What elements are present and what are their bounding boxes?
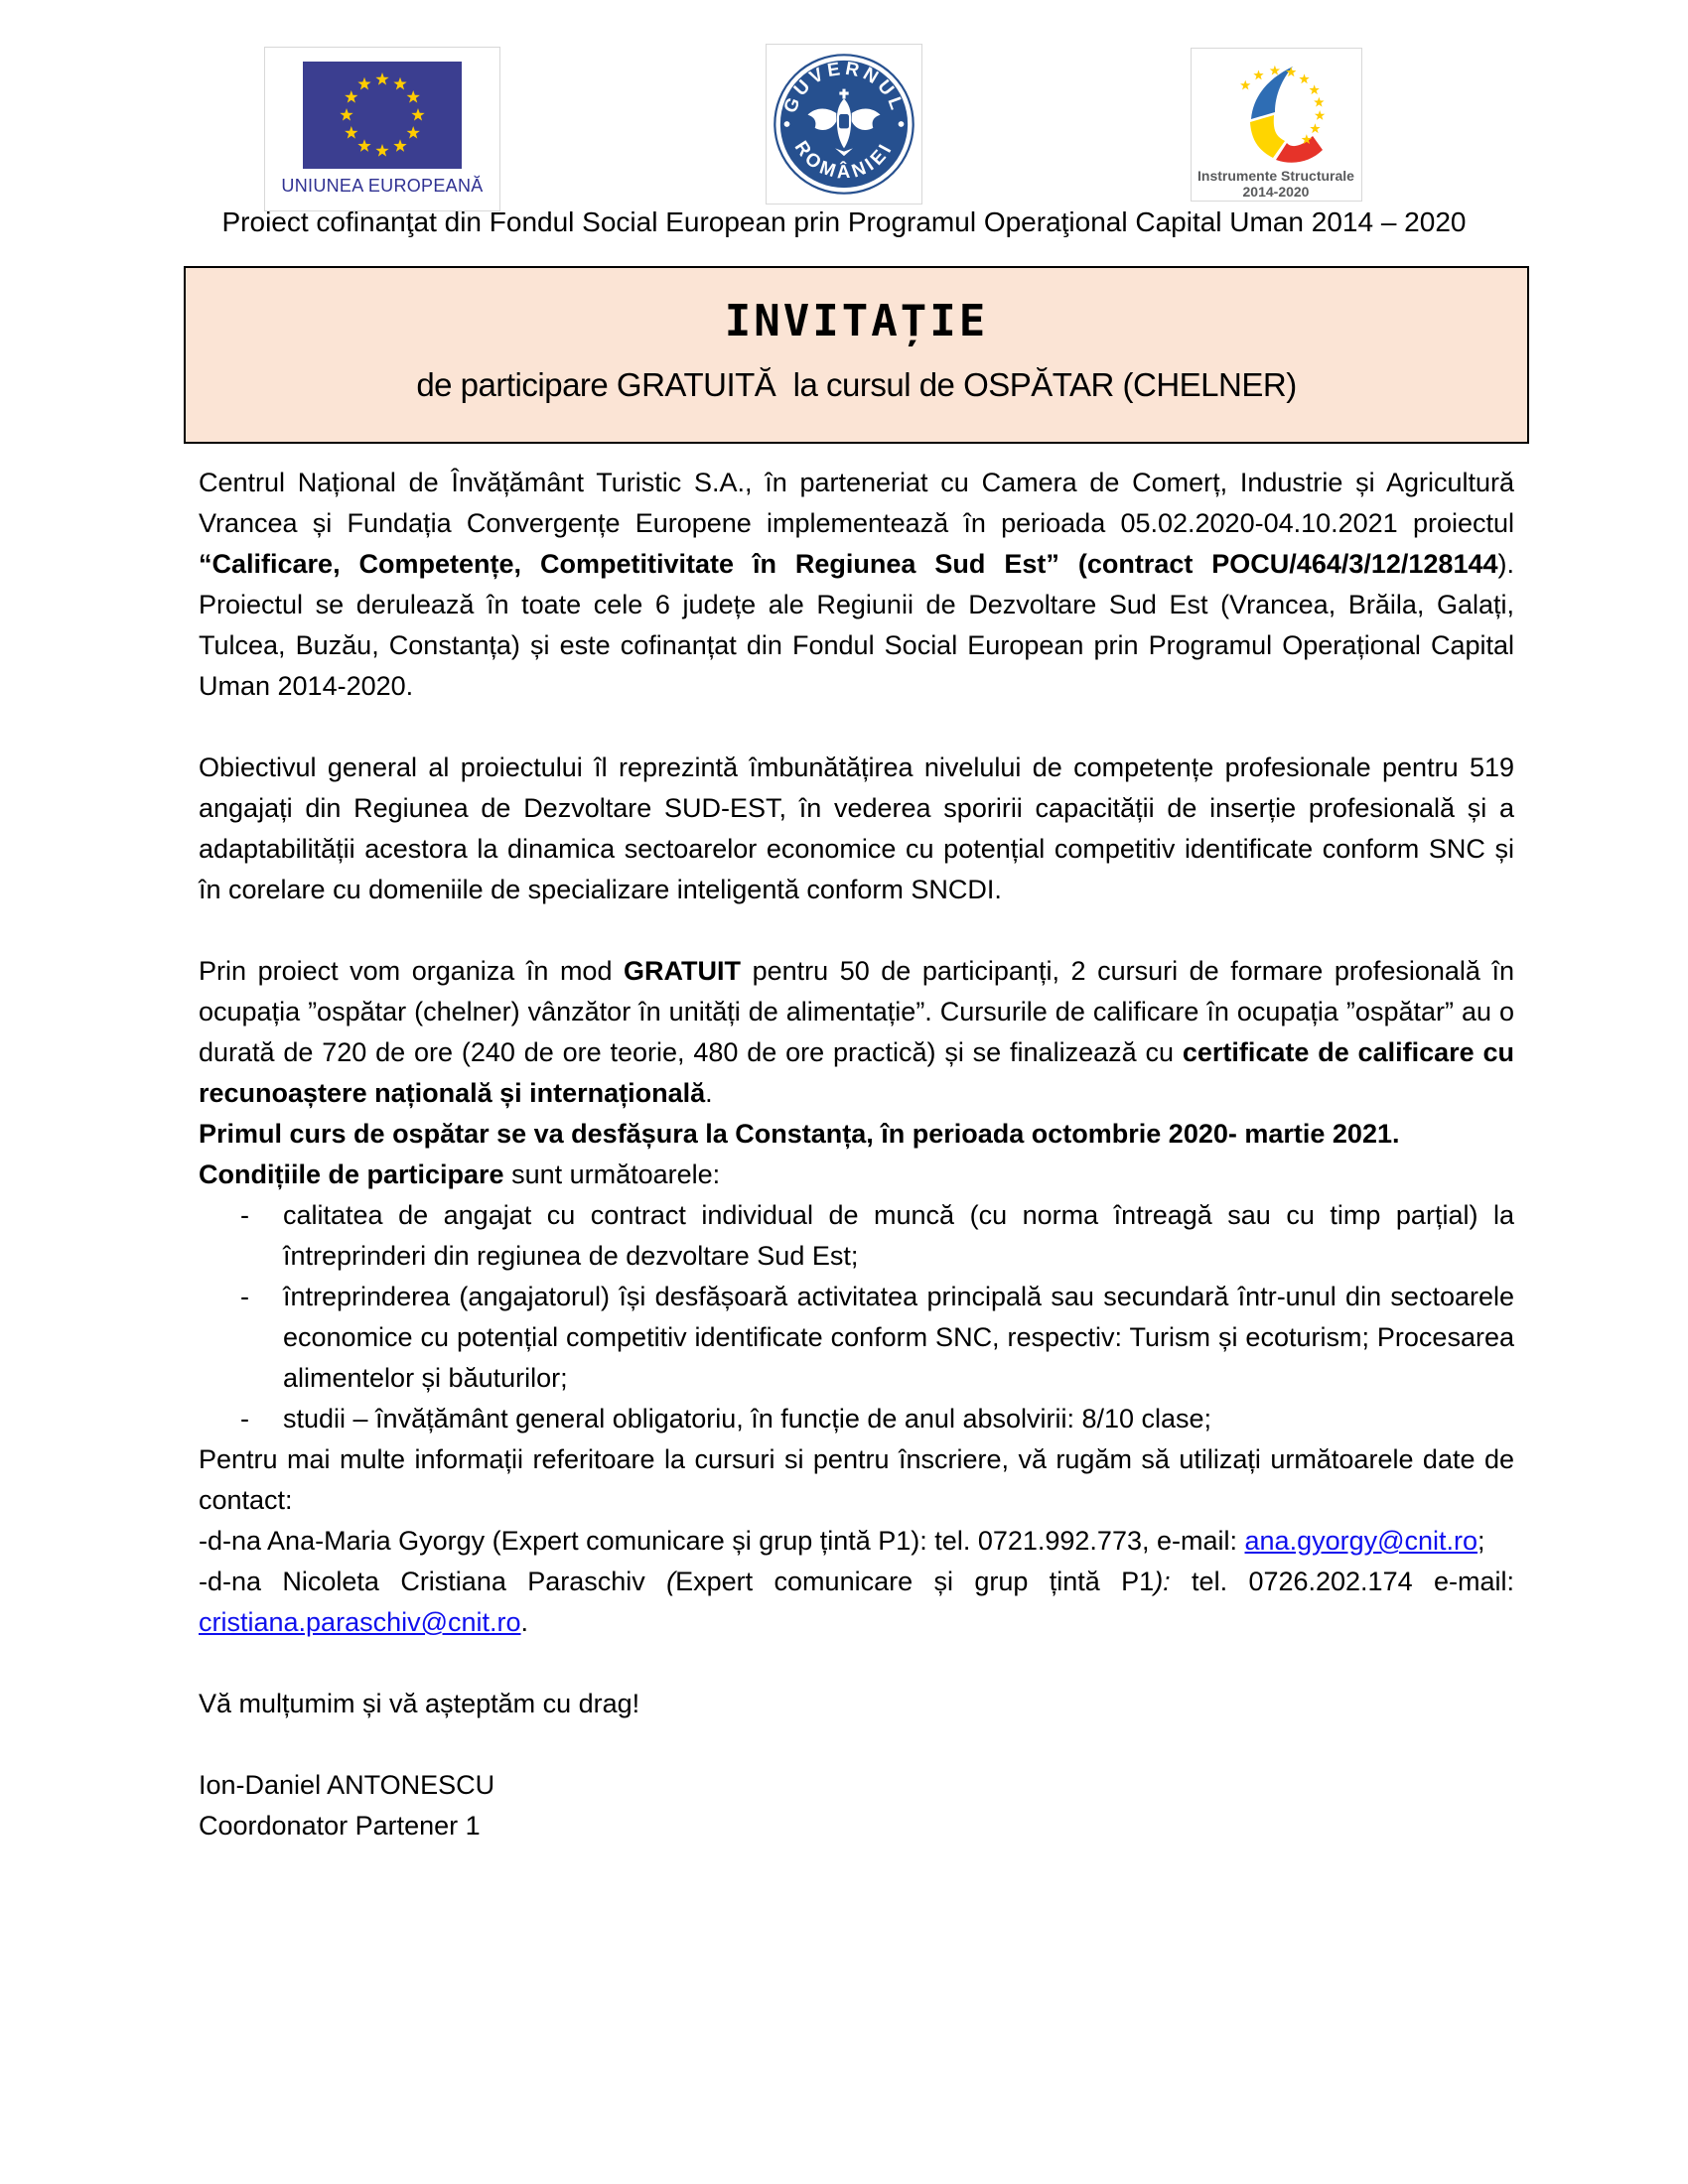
paragraph [199, 1765, 1514, 1806]
text-run: . [705, 1078, 713, 1108]
paragraph [199, 463, 1514, 707]
text-run: ). Proiectul se derulează în toate cele 6 județe ale Regiunii de Dezvoltare Sud Est (Vrancea, Brăila, Galați, Tulcea, Buzău, Constanța) și este cofinanțat din Fondul Social European prin Programul Operațional Capital Uman 2014-2020. [199, 549, 1514, 701]
eu-flag-logo [264, 47, 500, 211]
paragraph [199, 1114, 1514, 1155]
list-dash-marker: - [240, 1282, 249, 1311]
list-item [199, 1399, 1514, 1439]
eu-flag-icon [303, 62, 462, 169]
text-run: Vă mulțumim și vă așteptăm cu drag! [199, 1689, 640, 1718]
gov-seal-top-text: GUVERNUL [778, 57, 910, 116]
text-run: Coordonator Partener 1 [199, 1811, 481, 1841]
instrumente-label-line2: 2014-2020 [1242, 184, 1310, 200]
bold-text: Primul curs de ospătar se va desfășura la Constanța, în perioada octombrie 2020- martie 2021. [199, 1119, 1400, 1149]
eu-flag-label: UNIUNEA EUROPEANĂ [281, 176, 484, 196]
spacer [199, 1643, 1514, 1684]
bold-text: Condițiile de participare [199, 1160, 504, 1189]
list-item-text [283, 1277, 1514, 1399]
paragraph [199, 1521, 1514, 1562]
text-run: Pentru mai multe informații referitoare la cursuri si pentru înscriere, vă rugăm să utilizați următoarele date de contact: [199, 1444, 1514, 1515]
spacer [199, 910, 1514, 951]
text-run: ( [666, 1567, 676, 1596]
text-run: calitatea de angajat cu contract individual de muncă (cu norma întreagă sau cu timp parțial) la întreprinderi din regiunea de dezvoltare Sud Est; [283, 1200, 1514, 1271]
document-body [199, 463, 1514, 1846]
instrumente-label-line1: Instrumente Structurale [1197, 168, 1354, 184]
text-run: -d-na Ana-Maria Gyorgy (Expert comunicare și grup țintă P1): tel. 0721.992.773, e-mail: [199, 1526, 1245, 1556]
title-box [184, 266, 1529, 444]
spacer [199, 707, 1514, 748]
text-run: Ion-Daniel ANTONESCU [199, 1770, 495, 1800]
spacer [199, 1724, 1514, 1765]
document-subtitle: de participare GRATUITĂ la cursul de OSPĂTAR (CHELNER) [416, 366, 1297, 403]
paragraph [199, 1155, 1514, 1195]
text-run: ): [1154, 1567, 1171, 1596]
paragraph [199, 1806, 1514, 1846]
instrumente-structurale-logo [1191, 48, 1362, 202]
instrumente-structurale-icon [1191, 49, 1362, 201]
bold-text: certificate de calificare cu recunoaștere națională și internațională [199, 1037, 1514, 1108]
list-item [199, 1277, 1514, 1399]
paragraph [199, 1684, 1514, 1724]
text-run: Centrul Național de Învățământ Turistic S.A., în parteneriat cu Camera de Comerț, Industrie și Agricultură Vrancea și Fundația Convergențe Europene implementează în perioada 05.02.2020-04.10.2021 proiectul [199, 468, 1514, 538]
paragraph [199, 951, 1514, 1114]
text-run: Prin proiect vom organiza în mod [199, 956, 625, 986]
text-run: Expert comunicare și grup țintă P1 [675, 1567, 1155, 1596]
text-run: studii – învățământ general obligatoriu, în funcție de anul absolvirii: 8/10 clase; [283, 1404, 1212, 1433]
government-seal-logo [766, 44, 922, 205]
text-run: Obiectivul general al proiectului îl reprezintă îmbunătățirea nivelului de competențe profesionale pentru 519 angajați din Regiunea de Dezvoltare SUD-EST, în vederea sporirii capacității de inserție profesională și a adaptabilității acestora la dinamica sectoarelor economice cu potențial competitiv identificate conform SNC și în corelare cu domeniile de specializare inteligentă conform SNCDI. [199, 752, 1514, 904]
email-link[interactable]: cristiana.paraschiv@cnit.ro [199, 1607, 521, 1637]
list-item-text [283, 1399, 1514, 1439]
paragraph [199, 748, 1514, 910]
cofinance-line: Proiect cofinanţat din Fondul Social European prin Programul Operaţional Capital Uman 2014 – 2020 [221, 206, 1467, 237]
paragraph [199, 1439, 1514, 1521]
gov-seal-bottom-text: ROMÂNIEI [790, 136, 898, 183]
text-run: -d-na Nicoleta Cristiana Paraschiv [199, 1567, 667, 1596]
document-title: INVITAȚIE [724, 296, 989, 346]
email-link[interactable]: ana.gyorgy@cnit.ro [1244, 1526, 1478, 1556]
text-run: . [520, 1607, 529, 1637]
list-item-text [283, 1195, 1514, 1277]
text-run: sunt următoarele: [503, 1160, 721, 1189]
text-run: tel. 0726.202.174 e-mail: [1170, 1567, 1514, 1596]
bold-text: GRATUIT [624, 956, 742, 986]
text-run: pentru 50 de participanți, 2 cursuri de formare profesională în ocupația ”ospătar (chelner) vânzător în unități de alimentație”. Cursurile de calificare în ocupația ”ospătar” au o durată de 720 de ore (240 de ore teorie, 480 de ore practică) și se finalizează cu [199, 956, 1514, 1067]
paragraph [199, 1562, 1514, 1643]
list-dash-marker: - [240, 1200, 249, 1230]
government-seal-icon [772, 52, 916, 197]
list-dash-marker: - [240, 1404, 249, 1433]
text-run: întreprinderea (angajatorul) își desfășoară activitatea principală sau secundară într-unul din sectoarele economice cu potențial competitiv identificate conform SNC, respectiv: Turism și ecoturism; Procesarea alimentelor și băuturilor; [283, 1282, 1514, 1393]
bold-text: “Calificare, Competențe, Competitivitate în Regiunea Sud Est” (contract POCU/464/3/12/128144 [199, 549, 1498, 579]
list-item [199, 1195, 1514, 1277]
text-run: ; [1477, 1526, 1485, 1556]
